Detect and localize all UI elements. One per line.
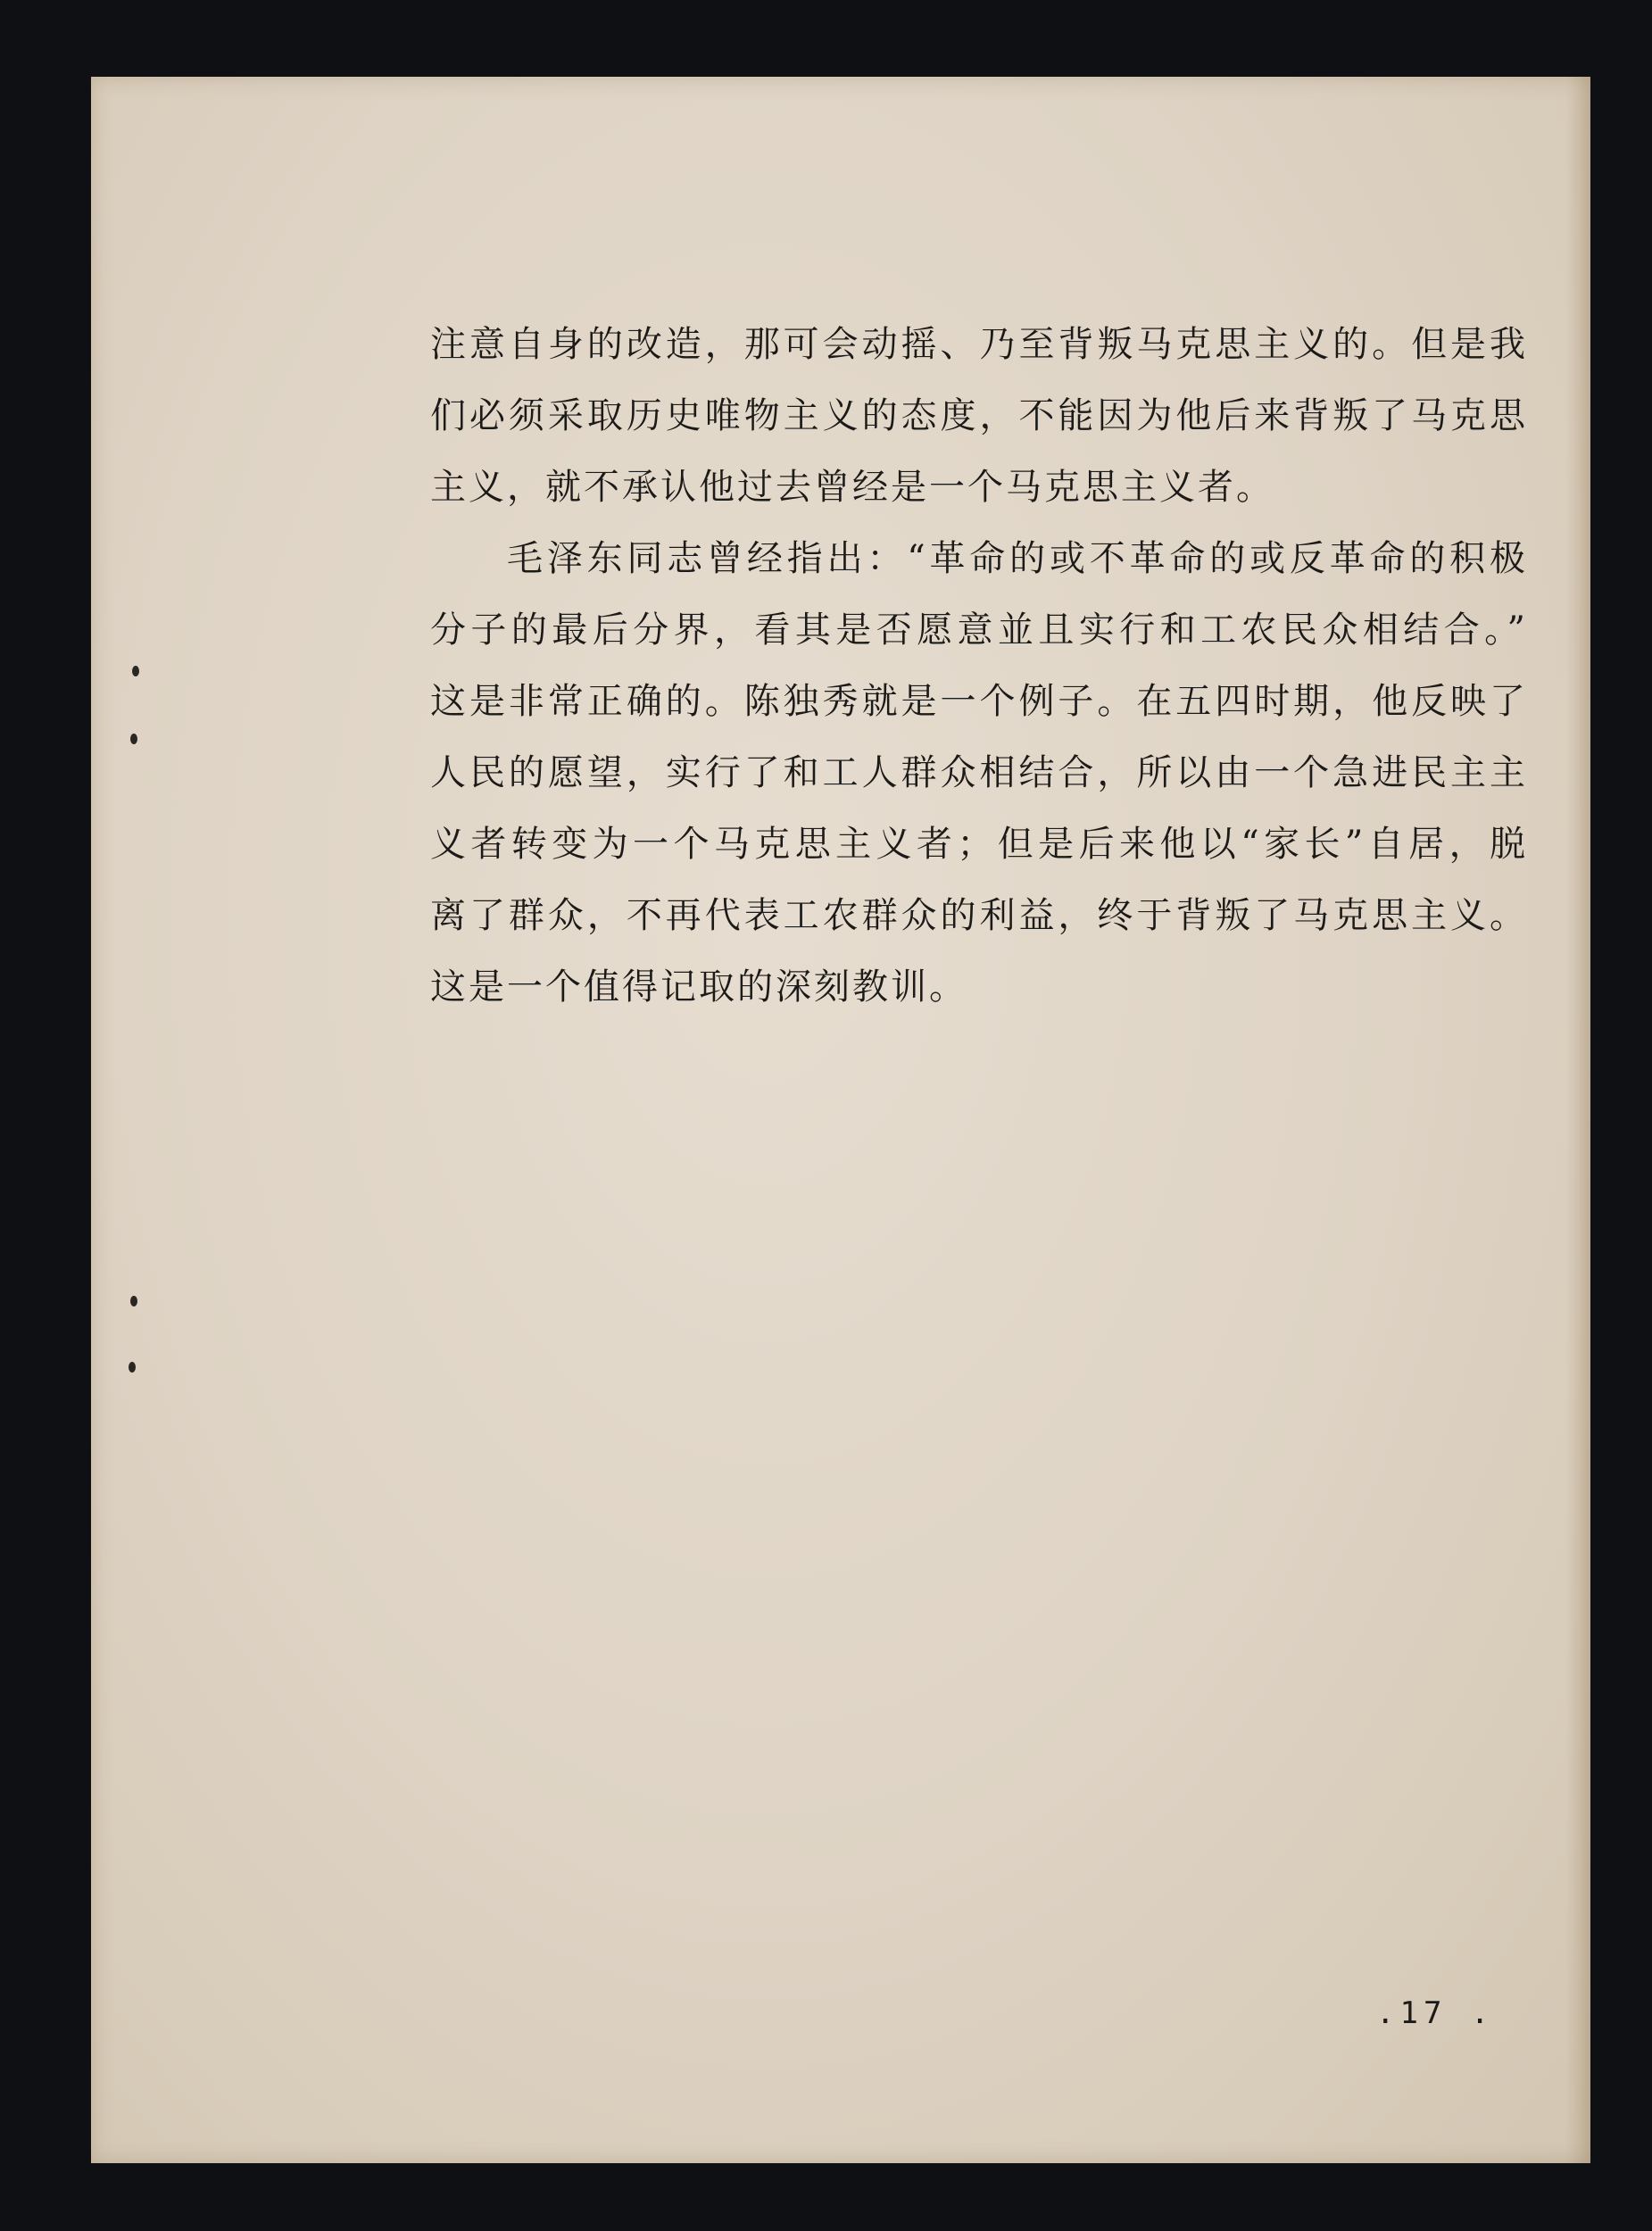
text-line: 分子的最后分界，看其是否愿意並且实行和工农民众相结合。” [430,610,1528,651]
text-line: 主义，就不承认他过去曾经是一个马克思主义者。 [430,467,1274,508]
text-line: 毛泽东同志曾经指出：“革命的或不革命的或反革命的积极 [507,538,1528,579]
paragraph [430,309,1528,523]
text-line: 这是一个值得记取的深刻教训。 [430,966,967,1008]
paper-sheet [91,77,1590,2163]
text-line: 人民的愿望，实行了和工人群众相结合，所以由一个急进民主主 [430,752,1528,793]
text-line: 这是非常正确的。陈独秀就是一个例子。在五四时期，他反映了 [430,681,1528,722]
text-line: 注意自身的改造，那可会动摇、乃至背叛马克思主义的。但是我 [430,324,1528,365]
binding-hole-mark [129,1362,136,1373]
page-number: .17 . [1376,1995,1495,2031]
text-line: 义者转变为一个马克思主义者；但是后来他以“家长”自居，脱 [430,824,1528,865]
paragraph [430,523,1528,1023]
body-text [430,309,1528,1023]
text-line: 离了群众，不再代表工农群众的利益，终于背叛了马克思主义。 [430,895,1528,936]
binding-hole-mark [130,1296,137,1306]
binding-hole-mark [130,734,137,744]
text-line: 们必须采取历史唯物主义的态度，不能因为他后来背叛了马克思 [430,395,1528,436]
binding-hole-mark [132,666,139,676]
